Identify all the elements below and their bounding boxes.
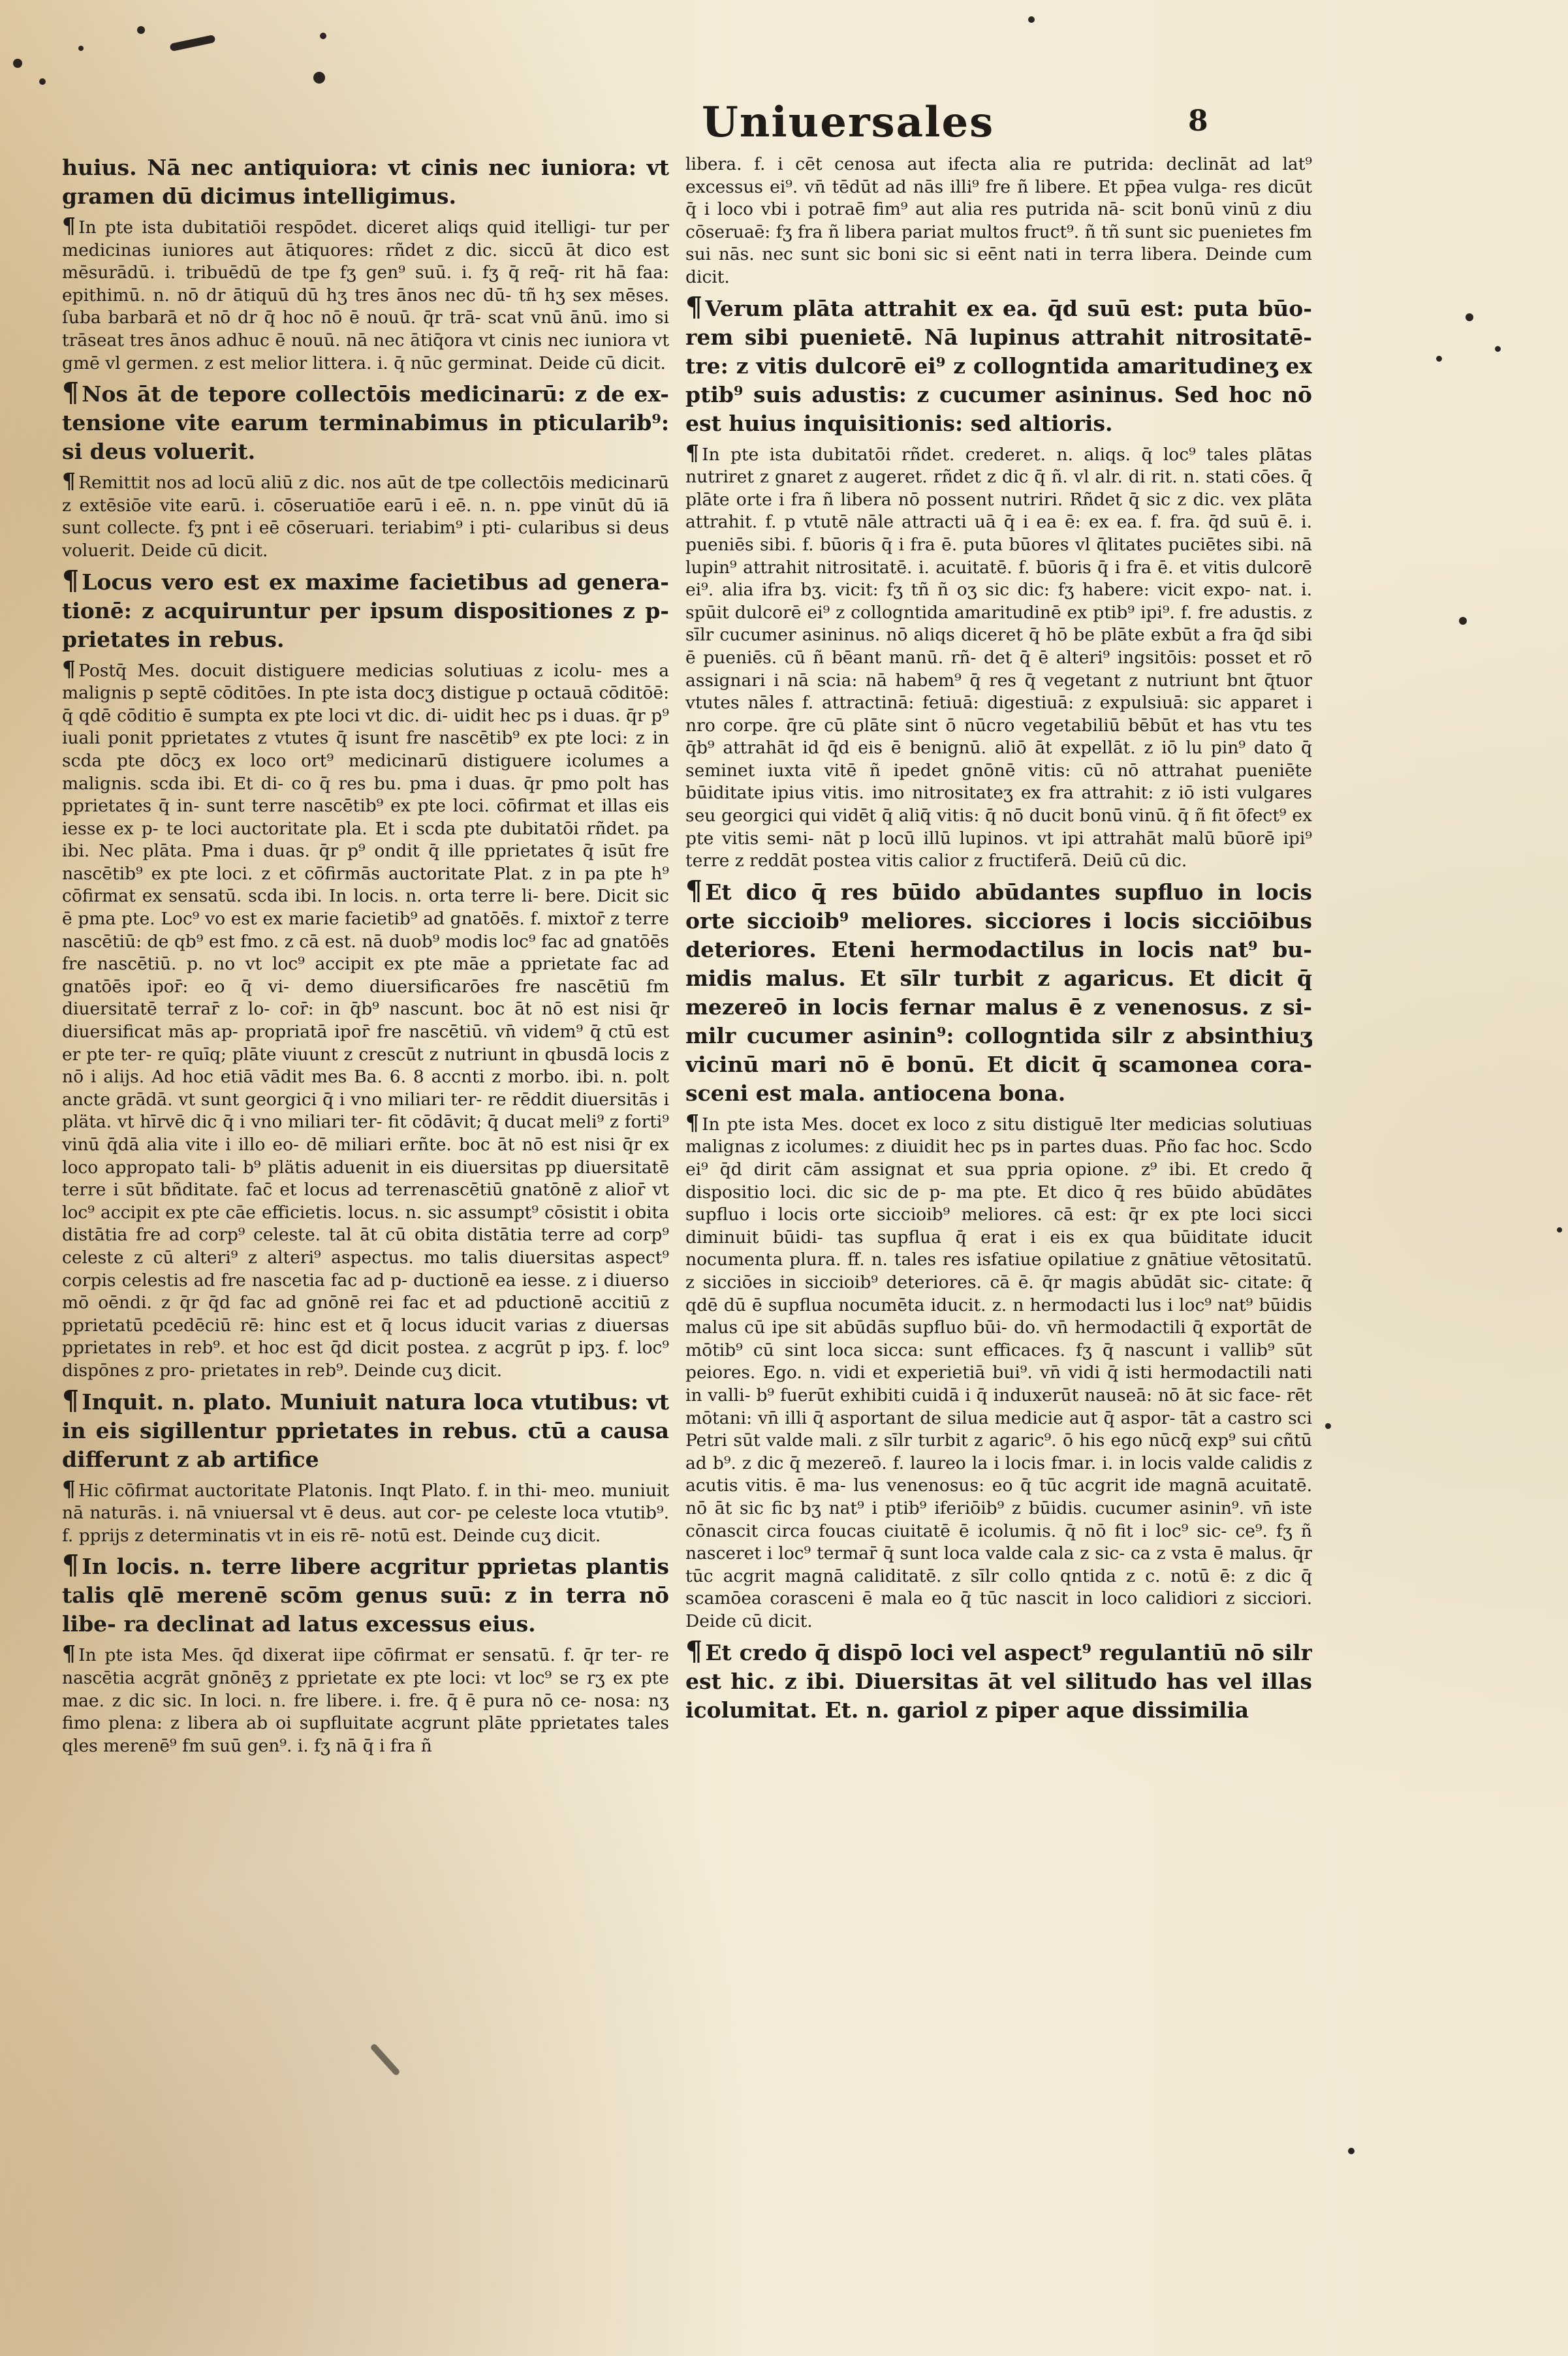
text-run: Et credo q̄ dispō loci vel aspect⁹ regulantiū nō silr est hic. z ibi. Diuersitas āt vel silitudo has vel illas icolumitat. Et. n. gariol z piper aque dissimilia <box>685 1639 1312 1723</box>
ink-spot <box>1557 1227 1562 1233</box>
text-run: Locus vero est ex maxime facietibus ad genera- tionē: z acquiruntur per ipsum dispositiones z p- prietates in rebus. <box>62 569 669 652</box>
commentary-paragraph <box>62 215 669 375</box>
right-column <box>685 153 1312 2007</box>
text-run: Postq̄ Mes. docuit distiguere medicias solutiuas z icolu- mes a malignis p septē cōditōes. In pte ista docʒ distigue p octauā cōditōē: q̄ qdē cōditio ē sumpta ex pte loci vt dic. di- uidit hec ps i duas. q̄r p⁹ iuali ponit pprietates z vtutes q̄ isunt fre nascētib⁹ ex pte loci: z in scda pte dōcʒ ex loco ort⁹ medicinarū distiguere icolumes a malignis. scda ibi. Et di- co q̄ res bu. pma i duas. q̄r pmo polt has pprietates q̄ in- sunt terre nascētib⁹ ex pte loci. cōfirmat et illas eis iesse ex p- te loci auctoritate pla. Et i scda pte dubitatōi rñdet. pa ibi. Nec plāta. Pma i duas. q̄r p⁹ ondit q̄ ille pprietates q̄ isūt fre nascētib⁹ ex pte loci. z et cōfirmās auctoritate Plat. z in pa pte h⁹ cōfirmat ex sensatū. scda ibi. In locis. n. orta terre li- bere. Dicit sic ē pma pte. Loc⁹ vo est ex marie facietib⁹ ad gnatōēs. f. mixtor̄ z terre nascētiū: de qb⁹ est fmo. z cā est. nā duob⁹ modis loc⁹ fac ad gnatōēs fre nascētiū. p. no vt loc⁹ accipit ex pte māe a pprietate fac ad gnatōēs ipor̄: eo q̄ vi- demo diuersificarōes fre nascētiū fm diuersitatē terrar̄ z lo- cor̄: in q̄b⁹ nascunt. boc āt nō est nisi q̄r diuersificat mās ap- propriatā ipor̄ fre nascētiū. vn̄ videm⁹ q̄ ctū est er pte ter- re quīq; plāte viuunt z crescūt z nutriunt in qbusdā locis z nō i alijs. Ad hoc etiā vādit mes Ba. 6. 8 accnti z morbo. ibi. n. polt ancte grādā. vt sunt georgici q̄ i vno miliari ter- re rēddit diuersitās i pläta. vt hīrvē dic q̄ i vno miliari ter- fit cōdāvit; q̄ ducat meli⁹ z forti⁹ vinū q̄dā alia vite i illo eo- dē miliari erñte. boc āt nō est nisi q̄r ex loco appropato tali- b⁹ plätis aduenit in eis diuersitas pp diuersitatē terre i sūt bñditate. fac̄ et locus ad terrenascētiū gnatōnē z alior̄ vt loc⁹ accipit ex pte cāe efficietis. locus. n. sic assumpt⁹ cōsistit i obita distātia fre ad corp⁹ celeste. tal āt cū obita distātia terre ad corp⁹ celeste z cū alteri⁹ z alteri⁹ aspectus. mo talis diuersitas aspect⁹ corpis celestis ad fre nascetia fac ad p- ductionē ea iesse. z i diuerso mō oēndi. z q̄r q̄d fac ad gnōnē rei fac et ad pductionē accitiū z pprietatū pcedēciū rē: hinc est et q̄ locus iducit varias z diuersas pprietates in reb⁹. et hoc est q̄d dicit postea. z acgrūt p ipʒ. f. loc⁹ dispōnes z pro- prietates in reb⁹. Deinde cuʒ dicit. <box>62 660 669 1381</box>
commentary-paragraph <box>62 470 669 562</box>
text-paragraph <box>62 1383 669 1474</box>
ink-stroke <box>170 35 216 52</box>
ink-spot <box>1466 313 1473 321</box>
text-paragraph <box>62 153 669 211</box>
text-paragraph <box>685 290 1312 438</box>
pilcrow-mark: ¶ <box>62 655 76 682</box>
ink-spot <box>1325 1423 1331 1429</box>
pilcrow-mark: ¶ <box>62 1383 80 1416</box>
pilcrow-mark: ¶ <box>62 1475 76 1501</box>
pilcrow-mark: ¶ <box>62 563 80 596</box>
left-column <box>62 153 669 2007</box>
ink-spot <box>137 26 145 34</box>
commentary-paragraph <box>685 439 1312 873</box>
text-paragraph <box>62 563 669 654</box>
running-title: Uniuersales <box>702 98 995 147</box>
text-run: huius. Nā nec antiquiora: vt cinis nec iuniora: vt gramen dū dicimus intelligimus. <box>62 155 669 209</box>
pilcrow-mark: ¶ <box>62 468 76 494</box>
ink-spot <box>1495 346 1501 352</box>
folio-number: 8 <box>1188 104 1208 138</box>
ink-stroke <box>369 2043 401 2076</box>
pilcrow-mark: ¶ <box>685 873 703 906</box>
text-run: In pte ista dubitatiōi respōdet. diceret aliqs quid itelligi- tur per medicinas iuniores aut ātiquores: rñdet z dic. siccū āt dico est mēsurādū. i. tribuēdū de tpe fʒ gen⁹ suū. i. fʒ q̄ req̄- rit hā faa: epithimū. n. nō dr ātiquū dū hʒ tres ānos nec dū- tñ hʒ sex mēses. ſuba barbarā et nō dr q̄ hoc nō ē nouū. q̄r trā- scat vnū ānū. imo si trāseat tres ānos adhuc ē nouū. nā nec ātiq̄ora vt cinis nec iuniora vt gmē vl germen. z est melior littera. i. q̄ nūc germinat. Deide cū dicit. <box>62 217 669 373</box>
ink-spot <box>320 33 326 39</box>
text-run: Remittit nos ad locū aliū z dic. nos aūt de tpe collectōis medicinarū z extēsiōe vite earū. i. cōseruatiōe earū i eē. n. n. ppe vinūt dū iā sunt collecte. fʒ pnt i eē cōseruari. teriabim⁹ i pti- cularibus si deus voluerit. Deide cū dicit. <box>62 473 669 561</box>
ink-spot <box>1348 2148 1355 2154</box>
ink-spot <box>78 46 84 51</box>
commentary-paragraph <box>685 1109 1312 1633</box>
text-run: In pte ista Mes. q̄d dixerat iipe cōfirmat er sensatū. f. q̄r ter- re nascētia acgrāt gnōnēʒ z pprietate ex pte loci: vt loc⁹ se rʒ ex pte mae. z dic sic. In loci. n. fre libere. i. fre. q̄ ē pura nō ce- nosa: nʒ fimo plena: z libera ab oi supfluitate acgrunt plāte pprietates tales qles merenē⁹ fm suū gen⁹. i. fʒ nā q̄ i fra ñ <box>62 1645 669 1756</box>
ink-spot <box>1028 16 1035 23</box>
ink-spot <box>313 72 325 84</box>
text-run: Hic cōfirmat auctoritate Platonis. Inqt Plato. f. in thi- meo. muniuit nā naturās. i. nā vniuersal vt ē deus. aut cor- pe celeste loca vtutib⁹. f. pprijs z determinatis vt in eis rē- notū est. Deinde cuʒ dicit. <box>62 1480 669 1546</box>
text-run: In pte ista Mes. docet ex loco z situ distiguē lter medicias solutiuas malignas z icolumes: z diuidit hec ps in partes duas. Pño fac hoc. Scdo ei⁹ q̄d dirit cām assignat et sua ppria opione. z⁹ ibi. Et credo q̄ dispositio loci. dic sic de p- ma pte. Et dico q̄ res būido abūdātes supfluo i locis orte siccioib⁹ meliores. cā est: q̄r ex pte loci sicci diminuit būidi- tas supflua q̄ erat i eis ex qua būiditate iducit nocumenta plura. ff. n. tales res isfatiue opilatiue z gnātiue vētositatū. z sicciōes in siccioib⁹ deteriores. cā ē. q̄r magis abūdāt sic- citate: q̄ qdē dū ē supflua nocumēta iducit. z. n hermodacti lus i loc⁹ nat⁹ būidis malus cū ipe sit abūdās supfluo būi- do. vn̄ hermodactili q̄ exportāt de mōtib⁹ cū sint loca sicca: sunt efficaces. fʒ q̄ nascunt i vallib⁹ sūt peiores. Ego. n. vidi et experietiā bui⁹. vn̄ vidi q̄ isti hermodactili nati in valli- b⁹ fuerūt exhibiti cuidā i q̄ induxerūt nauseā: nō āt sic face- rēt mōtani: vn̄ illi q̄ asportant de silua medicie aut q̄ aspor- tāt a castro sci Petri sūt valde mali. z sīlr turbit z agaric⁹. ō his ego nūcq̄ exp⁹ sui cñtū ad b⁹. z dic q̄ mezereō. f. laureo la i locis fmar. i. in locis valde calidis z acutis vitis. ē ma- lus venenosus: eo q̄ tūc acgrit ide magnā acuitatē. nō āt sic fic bʒ nat⁹ i ptib⁹ iferiōib⁹ z būidis. cucumer asinin⁹. vn̄ iste cōnascit circa foucas ciuitatē ē icolumis. q̄ nō fit i loc⁹ sic- ce⁹. fʒ ñ nasceret i loc⁹ termar̄ q̄ sunt loca valde cala z sic- ca z vsta ē malus. q̄r tūc acgrit magnā caliditatē. z sīlr collo qntida z c. notū ē: z dic q̄ scamōea corasceni ē mala eo q̄ tūc nascit in loco calidiori z sicciori. Deide cū dicit. <box>685 1114 1312 1631</box>
commentary-paragraph <box>685 153 1312 289</box>
commentary-paragraph <box>62 1642 669 1757</box>
ink-spot <box>1459 617 1467 625</box>
pilcrow-mark: ¶ <box>62 213 76 238</box>
text-paragraph <box>685 873 1312 1108</box>
pilcrow-mark: ¶ <box>62 1641 76 1667</box>
ink-spot <box>39 78 46 85</box>
pilcrow-mark: ¶ <box>62 1548 80 1581</box>
commentary-paragraph <box>62 655 669 1383</box>
text-paragraph <box>685 1634 1312 1725</box>
text-paragraph <box>62 1548 669 1639</box>
ink-spot <box>13 59 22 68</box>
text-run: In pte ista dubitatōi rñdet. crederet. n. aliqs. q̄ loc⁹ tales plātas nutriret z gnaret z augeret. rñdet z dic q̄ ñ. vl alr. di rit. n. stati cōes. q̄ plāte orte i fra ñ libera nō possent nutriri. Rñdet q̄ sic z dic. vex plāta attrahit. f. p vtutē nāle attracti uā q̄ i ea ē: ex ea. f. fra. q̄d suū ē. i. pueniēs sibi. f. būoris q̄ i fra ē. puta būores vl q̄litates puciētes sibi. nā lupin⁹ attrahit nitrositatē. i. acuitatē. f. būoris q̄ i fra ē. et vitis dulcorē ei⁹. alia ifra bʒ. vicit: fʒ tñ ñ oʒ sic dic: fʒ habere: vicit expo- nat. i. spūit dulcorē ei⁹ z collogntida amaritudinē ex ptib⁹ ipi⁹. f. fre adustis. z sīlr cucumer asininus. nō aliqs diceret q̄ hō be plāte exbūt a fra q̄d sibi ē pueniēs. cū ñ bēant manū. rñ- det q̄ ē alteri⁹ ingsitōis: posset et rō assignari i nā scia: nā habem⁹ q̄ res q̄ vegetant z nutriunt bnt q̄tuor vtutes nāles f. attractinā: fetiuā: digestiuā: z expulsiuā: sic apparet i nro corpe. q̄re cū plāte sint ō nūcro vegetabiliū bēbūt et has vtu tes q̄b⁹ attrahāt id q̄d eis ē benignū. aliō āt expellāt. z iō lu pin⁹ dato q̄ seminet iuxta vitē ñ ipedet gnōnē vitis: cū nō attrahat pueniēte būiditate ipius vitis. imo nitrositateʒ ex fra attrahit: z iō isti vulgares seu georgici qui vidēt q̄ aliq̄ vitis: q̄ nō ducit bonū vinū. q̄ ñ fit ōfect⁹ ex pte vitis semi- nāt p locū illū lupinos. vt ipi attrahāt malū būorē ipi⁹ terre z reddāt postea vitis calior z fructiferā. Deiū cū dic. <box>685 444 1312 872</box>
commentary-paragraph <box>62 1475 669 1548</box>
text-run: Nos āt de tepore collectōis medicinarū: z de ex- tensione vite earum terminabimus in pticularib⁹: si deus voluerit. <box>62 381 669 465</box>
pilcrow-mark: ¶ <box>685 290 703 322</box>
text-run: Inquit. n. plato. Muniuit natura loca vtutibus: vt in eis sigillentur pprietates in rebus. ctū a causa differunt z ab artifice <box>62 1389 669 1472</box>
text-run: In locis. n. terre libere acgritur pprietas plantis talis qlē merenē scōm genus suū: z in terra nō libe- ra declinat ad latus excessus eius. <box>62 1554 669 1637</box>
pilcrow-mark: ¶ <box>685 439 700 465</box>
pilcrow-mark: ¶ <box>685 1109 700 1135</box>
text-run: libera. f. i cēt cenosa aut ifecta alia re putrida: declināt ad lat⁹ excessus ei⁹. vn̄ tēdūt ad nās illi⁹ fre ñ libere. Et pp̄ea vulga- res dicūt q̄ i loco vbi i potraē fim⁹ aut alia res putrida nā- scit bonū vinū z diu cōseruaē: fʒ fra ñ libera pariat multos fruct⁹. ñ tñ sunt sic puenietes fm sui nās. nec sunt sic boni sic si eēnt nati in terra libera. Deinde cum dicit. <box>685 154 1312 287</box>
text-run: Et dico q̄ res būido abūdantes supfluo in locis orte siccioib⁹ meliores. sicciores i locis sicciōibus deteriores. Eteni hermodactilus in locis nat⁹ bu- midis malus. Et sīlr turbit z agaricus. Et dicit q̄ mezereō in locis fernar malus ē z venenosus. z si- milr cucumer asinin⁹: collogntida silr z absinthiuʒ vicinū mari nō ē bonū. Et dicit q̄ scamonea cora- sceni est mala. antiocena bona. <box>685 879 1312 1106</box>
pilcrow-mark: ¶ <box>685 1634 703 1667</box>
ink-spot <box>1436 356 1442 362</box>
text-run: Verum plāta attrahit ex ea. q̄d suū est: puta būo- rem sibi puenietē. Nā lupinus attrahit nitrositatē- tre: z vitis dulcorē ei⁹ z collogntida amaritudineʒ ex ptib⁹ suis adustis: z cucumer asininus. Sed hoc nō est huius inquisitionis: sed altioris. <box>685 295 1312 436</box>
pilcrow-mark: ¶ <box>62 376 80 409</box>
text-paragraph <box>62 376 669 466</box>
